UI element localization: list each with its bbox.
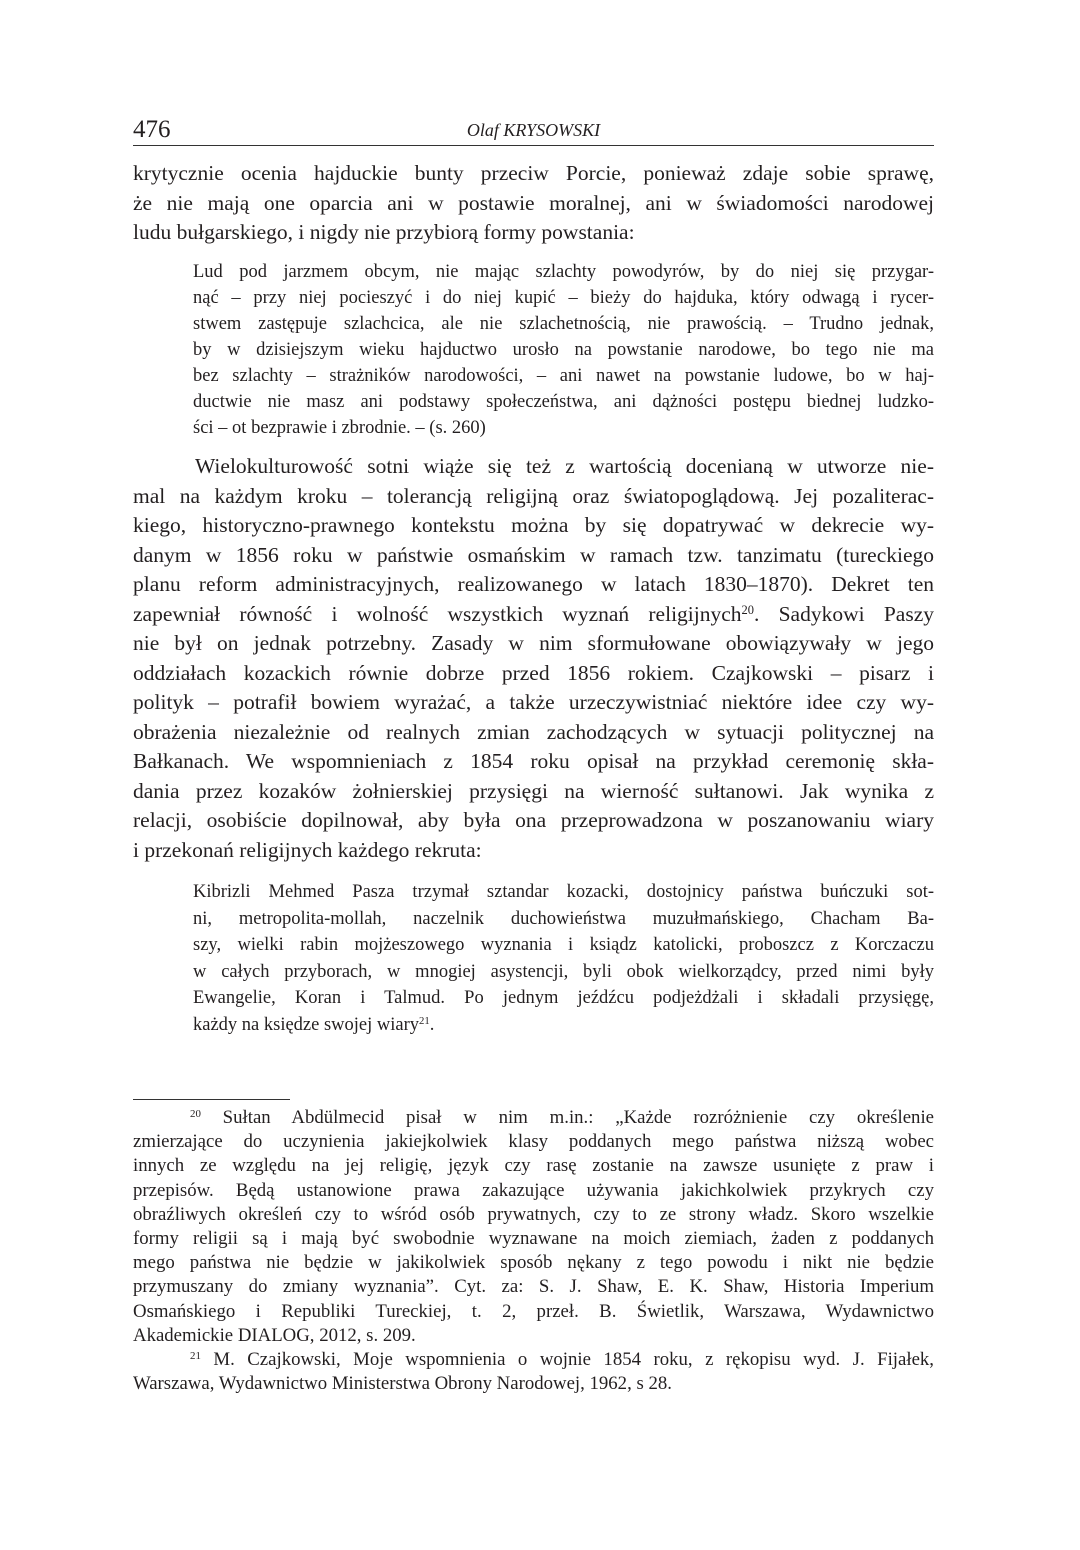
text-segment: dania przez kozaków żołnierskiej przysięgi na wierność sułtanowi. Jak wynika z — [133, 778, 934, 803]
text-line — [133, 1106, 934, 1130]
text-segment: krytycznie ocenia hajduckie bunty przeciw Porcie, ponieważ zdaje sobie sprawę, — [133, 161, 934, 185]
text-line — [133, 1275, 934, 1299]
text-line — [193, 415, 934, 441]
text-segment: Osmańskiego i Republiki Tureckiej, t. 2, przeł. B. Świetlik, Warszawa, Wydawnictwo — [133, 1300, 934, 1322]
text-line — [133, 600, 934, 630]
text-line — [133, 541, 934, 571]
text-segment: przymuszany do zmiany wyznania”. Cyt. za: S. J. Shaw, E. K. Shaw, Historia Imperium — [133, 1276, 934, 1298]
text-segment: i przekonań religijnych każdego rekruta: — [133, 837, 482, 862]
text-line — [133, 1348, 934, 1372]
text-line — [133, 1154, 934, 1178]
text-line — [193, 879, 934, 906]
text-line — [133, 747, 934, 777]
footnote-reference: 20 — [741, 602, 754, 617]
text-line — [193, 985, 934, 1012]
body-paragraph — [133, 452, 934, 865]
text-line — [133, 836, 934, 866]
text-line — [133, 1324, 934, 1348]
text-segment: ductwie nie masz ani podstawy społeczeństwa, ani dążności postępu biednej ludzko- — [193, 392, 934, 412]
text-line — [193, 906, 934, 933]
text-segment: obrażenia niezależnie od realnych zmian zachodzących w sytuacji politycznej na — [133, 719, 934, 744]
text-segment: innych ze względu na jej religię, język czy rasę zostanie na zawsze usunięte z praw i — [133, 1155, 934, 1177]
text-segment: szy, wielki rabin mojżeszowego wyznania i ksiądz katolicki, proboszcz z Korczaczu — [193, 935, 934, 956]
text-segment: ni, metropolita-mollah, naczelnik duchowieństwa muzułmańskiego, Chacham Ba- — [193, 908, 934, 929]
text-line — [133, 570, 934, 600]
text-segment: kiego, historyczno-prawnego kontekstu można by się dopatrywać w dekrecie wy- — [133, 513, 934, 537]
text-line — [133, 189, 934, 219]
text-line — [133, 452, 934, 482]
body-paragraph — [133, 159, 934, 248]
text-segment: nąć – przy niej pocieszyć i do niej kupić – bieży do hajduka, który odwagą i rycer- — [193, 288, 934, 308]
text-segment: Akademickie DIALOG, 2012, s. 209. — [133, 1324, 416, 1346]
text-line — [193, 959, 934, 986]
text-segment: . — [429, 1014, 435, 1035]
header-rule — [133, 145, 934, 146]
text-line — [193, 285, 934, 311]
text-segment: nie był on jednak potrzebny. Zasady w nim sformułowane obowiązywały w jego — [133, 631, 934, 655]
text-line — [133, 482, 934, 512]
text-segment: danym w 1856 roku w państwie osmańskim w ramach tzw. tanzimatu (tureckiego — [133, 542, 934, 567]
page-number: 476 — [133, 116, 171, 143]
text-segment: formy religii są i mają być swobodnie wyznawane na moich ziemiach, żaden z poddanych — [133, 1228, 934, 1250]
text-segment: planu reform administracyjnych, realizowanego w latach 1830–1870). Dekret ten — [133, 572, 934, 596]
text-line — [133, 688, 934, 718]
text-segment: w całych przyborach, w mnogiej asystencji, byli obok wielkorządcy, przed nimi były — [193, 961, 934, 982]
text-segment: mego państwa nie będzie w jakikolwiek sposób nękany z tego powodu i nikt nie będzie — [133, 1252, 934, 1274]
text-line — [133, 1372, 934, 1396]
text-segment: Bałkanach. We wspomnieniach z 1854 roku opisał na przykład ceremonię skła- — [133, 749, 934, 773]
text-line — [193, 363, 934, 389]
block-quote — [193, 259, 934, 441]
text-line — [133, 1227, 934, 1251]
footnote-reference: 21 — [190, 1350, 201, 1363]
text-segment: Sułtan Abdülmecid pisał w nim m.in.: „Każde rozróżnienie czy określenie — [200, 1107, 934, 1128]
text-segment: Lud pod jarzmem obcym, nie mając szlachty powodyrów, by do niej się przygar- — [193, 262, 934, 282]
text-line — [193, 932, 934, 959]
text-segment: zapewniał równość i wolność wszystkich wyznań religijnych — [133, 601, 742, 626]
text-segment: polityk – potrafił bowiem wyrażać, a także urzeczywistniać niektóre idee czy wy- — [133, 690, 934, 714]
text-line — [193, 1012, 934, 1039]
text-segment: Wielokulturowość sotni wiąże się też z wartością docenianą w utworze nie- — [195, 454, 934, 478]
text-segment: każdy na księdze swojej wiary — [193, 1014, 420, 1035]
text-segment: ści – ot bezprawie i zbrodnie. – (s. 260) — [193, 418, 486, 438]
text-segment: mal na każdym kroku – tolerancją religijną oraz światopoglądową. Jej pozaliterac- — [133, 483, 934, 508]
text-segment: stwem zastępuje szlachcica, ale nie szlachetnością, nie prawością. – Trudno jednak, — [193, 314, 934, 334]
text-segment: zmierzające do uczynienia jakiejkolwiek klasy poddanych mego państwa niższą wobec — [133, 1131, 934, 1153]
text-segment: . Sadykowi Paszy — [754, 601, 934, 626]
text-segment: ludu bułgarskiego, i nigdy nie przybiorą formy powstania: — [133, 220, 635, 244]
text-line — [133, 159, 934, 189]
text-segment: Warszawa, Wydawnictwo Ministerstwa Obrony Narodowej, 1962, s 28. — [133, 1373, 672, 1395]
footnote-reference: 20 — [190, 1108, 201, 1121]
text-line — [133, 718, 934, 748]
text-segment: M. Czajkowski, Moje wspomnienia o wojnie 1854 roku, z rękopisu wyd. J. Fijałek, — [200, 1349, 934, 1371]
footnote-reference: 21 — [419, 1015, 430, 1028]
text-line — [133, 806, 934, 836]
footnote-separator — [133, 1099, 290, 1100]
footnotes — [133, 1106, 934, 1396]
text-line — [133, 777, 934, 807]
text-line — [133, 218, 934, 248]
text-line — [133, 1251, 934, 1275]
text-line — [133, 1179, 934, 1203]
text-line — [133, 1130, 934, 1154]
text-segment: bez szlachty – strażników narodowości, – ani nawet na powstanie ludowe, bo w haj- — [193, 366, 934, 386]
running-head-author: Olaf KRYSOWSKI — [466, 120, 601, 140]
text-line — [133, 659, 934, 689]
text-segment: relacji, osobiście dopilnował, aby była ona przeprowadzona w poszanowaniu wiary — [133, 808, 934, 832]
block-quote — [193, 879, 934, 1039]
text-segment: że nie mają one oparcia ani w postawie moralnej, ani w świadomości narodowej — [133, 190, 934, 215]
text-line — [193, 389, 934, 415]
text-line — [193, 311, 934, 337]
text-segment: oddziałach kozackich równie dobrze przed 1856 rokiem. Czajkowski – pisarz i — [133, 660, 934, 685]
text-line — [193, 337, 934, 363]
text-line — [133, 511, 934, 541]
text-segment: by w dzisiejszym wieku hajductwo urosło na powstanie narodowe, bo tego nie ma — [193, 340, 934, 360]
text-segment: obraźliwych określeń czy to wśród osób prywatnych, czy to ze strony władz. Skoro wszelkie — [133, 1203, 934, 1225]
text-segment: Ewangelie, Koran i Talmud. Po jednym jeźdźcu podjeżdżali i składali przysięgę, — [193, 988, 934, 1009]
text-line — [193, 259, 934, 285]
text-line — [133, 1203, 934, 1227]
text-segment: przepisów. Będą ustanowione prawa zakazujące używania jakichkolwiek przykrych czy — [133, 1179, 934, 1201]
text-line — [133, 629, 934, 659]
text-segment: Kibrizli Mehmed Pasza trzymał sztandar kozacki, dostojnicy państwa buńczuki sot- — [193, 882, 934, 902]
text-line — [133, 1300, 934, 1324]
